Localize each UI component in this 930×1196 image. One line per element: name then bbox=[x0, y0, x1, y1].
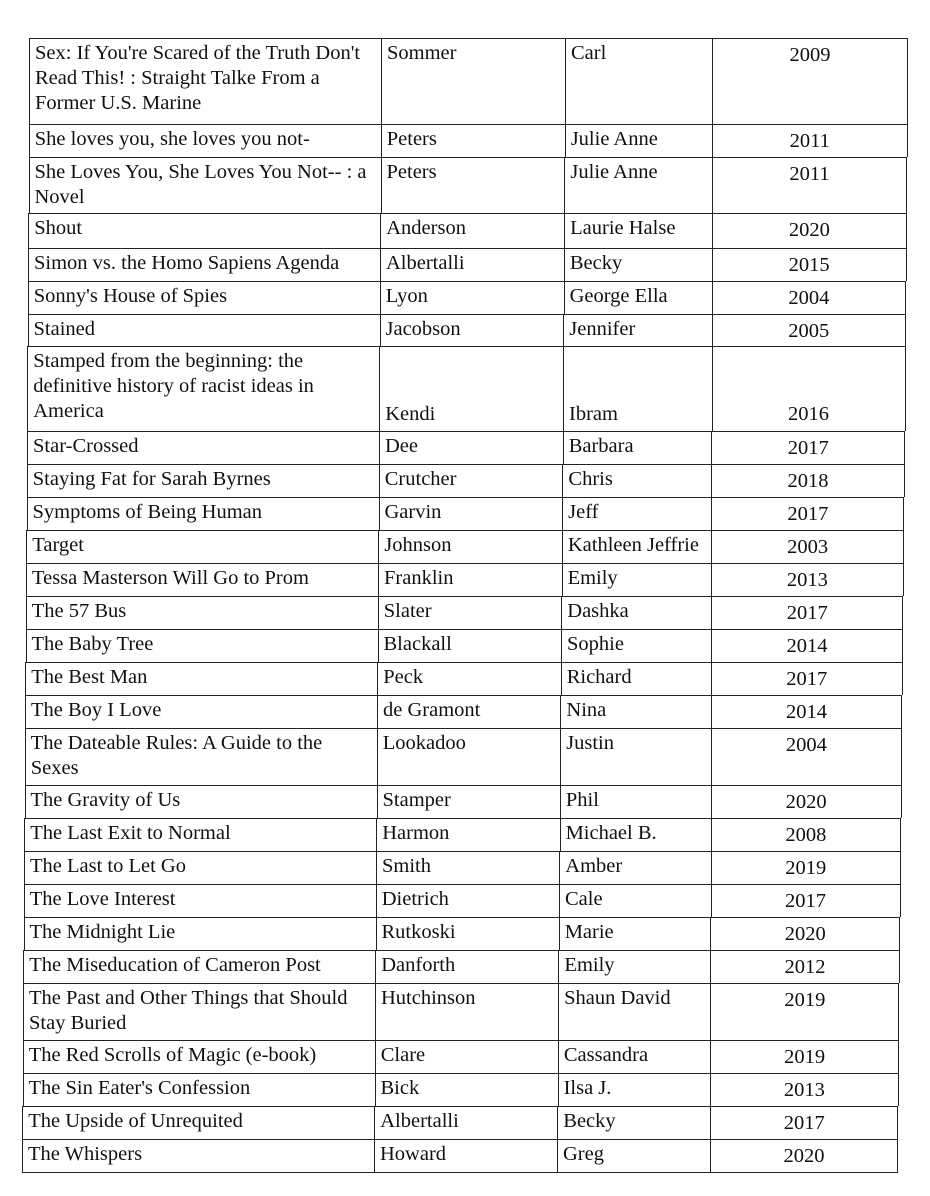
publication-year-cell: 2012 bbox=[710, 950, 899, 983]
author-first-name-cell: Laurie Halse bbox=[564, 213, 713, 248]
author-first-name-cell: Ibram bbox=[563, 346, 713, 431]
author-last-name-cell: Jacobson bbox=[380, 314, 565, 346]
author-last-name-cell: Anderson bbox=[380, 213, 565, 248]
table-row bbox=[23, 1040, 899, 1073]
table-row bbox=[23, 983, 899, 1040]
book-title-cell: Stained bbox=[28, 314, 382, 346]
author-last-name-cell: Smith bbox=[376, 851, 561, 884]
author-last-name-cell: Stamper bbox=[377, 785, 562, 818]
author-first-name-cell: Justin bbox=[560, 728, 712, 785]
author-first-name-cell: Carl bbox=[565, 38, 714, 124]
publication-year-cell: 2005 bbox=[712, 314, 906, 346]
publication-year-cell: 2014 bbox=[711, 695, 902, 728]
author-last-name-cell: Dietrich bbox=[376, 884, 561, 917]
book-title-cell: The Last to Let Go bbox=[24, 851, 378, 884]
table-row bbox=[24, 851, 901, 884]
table-row bbox=[28, 314, 906, 346]
book-title-cell: The Baby Tree bbox=[26, 629, 380, 662]
author-first-name-cell: Emily bbox=[558, 950, 711, 983]
table-row bbox=[27, 346, 905, 431]
publication-year-cell: 2014 bbox=[711, 629, 903, 662]
author-first-name-cell: Phil bbox=[560, 785, 712, 818]
book-title-cell: Target bbox=[26, 530, 380, 563]
publication-year-cell: 2017 bbox=[711, 662, 903, 695]
author-first-name-cell: Nina bbox=[560, 695, 712, 728]
author-first-name-cell: Shaun David bbox=[558, 983, 712, 1040]
book-title-cell: Sonny's House of Spies bbox=[28, 281, 382, 314]
table-row bbox=[26, 530, 904, 563]
table-row bbox=[23, 950, 900, 983]
book-title-cell: The Upside of Unrequited bbox=[22, 1106, 376, 1139]
book-title-cell: The Dateable Rules: A Guide to the Sexes bbox=[25, 728, 379, 785]
book-title-cell: The Red Scrolls of Magic (e-book) bbox=[23, 1040, 377, 1073]
author-last-name-cell: Franklin bbox=[378, 563, 563, 596]
author-last-name-cell: Slater bbox=[378, 596, 563, 629]
publication-year-cell: 2020 bbox=[712, 213, 907, 248]
publication-year-cell: 2020 bbox=[710, 917, 900, 950]
table-row bbox=[27, 464, 905, 497]
publication-year-cell: 2019 bbox=[710, 983, 899, 1040]
author-first-name-cell: Becky bbox=[557, 1106, 711, 1139]
publication-year-cell: 2013 bbox=[711, 563, 904, 596]
author-last-name-cell: Lookadoo bbox=[377, 728, 562, 785]
table-row bbox=[28, 248, 907, 281]
book-title-cell: Shout bbox=[28, 213, 382, 248]
table-row bbox=[24, 884, 901, 917]
book-title-cell: The Last Exit to Normal bbox=[24, 818, 378, 851]
book-title-cell: Star-Crossed bbox=[27, 431, 381, 464]
table-row bbox=[25, 785, 902, 818]
publication-year-cell: 2004 bbox=[712, 281, 907, 314]
author-first-name-cell: Becky bbox=[564, 248, 713, 281]
author-last-name-cell: Dee bbox=[379, 431, 564, 464]
book-title-cell: The Gravity of Us bbox=[25, 785, 379, 818]
book-title-cell: Staying Fat for Sarah Byrnes bbox=[27, 464, 381, 497]
book-title-cell: The Boy I Love bbox=[25, 695, 379, 728]
table-row bbox=[26, 563, 904, 596]
table-row bbox=[27, 497, 905, 530]
author-first-name-cell: Jeff bbox=[562, 497, 713, 530]
publication-year-cell: 2017 bbox=[711, 497, 904, 530]
publication-year-cell: 2015 bbox=[712, 248, 907, 281]
publication-year-cell: 2016 bbox=[712, 346, 906, 431]
author-last-name-cell: de Gramont bbox=[377, 695, 562, 728]
author-last-name-cell: Danforth bbox=[375, 950, 560, 983]
publication-year-cell: 2004 bbox=[711, 728, 902, 785]
table-row bbox=[29, 157, 908, 213]
author-last-name-cell: Harmon bbox=[376, 818, 561, 851]
author-first-name-cell: Cale bbox=[559, 884, 712, 917]
table-row bbox=[28, 213, 907, 248]
author-last-name-cell: Peters bbox=[381, 124, 566, 157]
table-row bbox=[26, 596, 904, 629]
author-last-name-cell: Howard bbox=[374, 1139, 559, 1173]
author-first-name-cell: Amber bbox=[559, 851, 712, 884]
author-first-name-cell: Julie Anne bbox=[564, 157, 713, 213]
publication-year-cell: 2017 bbox=[711, 596, 903, 629]
author-first-name-cell: Sophie bbox=[561, 629, 713, 662]
table-row bbox=[24, 818, 901, 851]
book-title-cell: The 57 Bus bbox=[26, 596, 380, 629]
book-title-cell: The Whispers bbox=[22, 1139, 376, 1173]
table-row bbox=[22, 1106, 898, 1139]
author-last-name-cell: Blackall bbox=[378, 629, 563, 662]
author-first-name-cell: Ilsa J. bbox=[558, 1073, 712, 1106]
author-first-name-cell: Barbara bbox=[563, 431, 713, 464]
table-row bbox=[25, 662, 902, 695]
publication-year-cell: 2017 bbox=[711, 884, 901, 917]
book-title-cell: Sex: If You're Scared of the Truth Don't Read This! : Straight Talke From a Former U.S. Marine bbox=[29, 38, 383, 124]
author-last-name-cell: Peck bbox=[377, 662, 562, 695]
author-first-name-cell: Marie bbox=[559, 917, 712, 950]
publication-year-cell: 2009 bbox=[712, 38, 908, 124]
book-title-cell: The Love Interest bbox=[24, 884, 378, 917]
book-title-cell: Tessa Masterson Will Go to Prom bbox=[26, 563, 380, 596]
book-title-cell: The Midnight Lie bbox=[24, 917, 378, 950]
book-title-cell: Stamped from the beginning: the definitive history of racist ideas in America bbox=[27, 346, 381, 431]
publication-year-cell: 2003 bbox=[711, 530, 904, 563]
author-last-name-cell: Peters bbox=[381, 157, 566, 213]
book-title-cell: The Past and Other Things that Should Stay Buried bbox=[23, 983, 377, 1040]
publication-year-cell: 2020 bbox=[710, 1139, 898, 1173]
author-first-name-cell: Richard bbox=[561, 662, 713, 695]
author-first-name-cell: Julie Anne bbox=[565, 124, 714, 157]
table-row bbox=[29, 124, 908, 157]
author-last-name-cell: Crutcher bbox=[379, 464, 564, 497]
book-title-cell: Simon vs. the Homo Sapiens Agenda bbox=[28, 248, 382, 281]
publication-year-cell: 2018 bbox=[711, 464, 904, 497]
book-title-cell: She loves you, she loves you not- bbox=[29, 124, 383, 157]
author-first-name-cell: Dashka bbox=[561, 596, 712, 629]
table-row bbox=[29, 38, 908, 124]
publication-year-cell: 2017 bbox=[711, 431, 905, 464]
author-last-name-cell: Clare bbox=[375, 1040, 560, 1073]
author-last-name-cell: Albertalli bbox=[374, 1106, 559, 1139]
author-first-name-cell: Jennifer bbox=[563, 314, 713, 346]
author-last-name-cell: Bick bbox=[375, 1073, 560, 1106]
table-row bbox=[25, 695, 902, 728]
publication-year-cell: 2013 bbox=[710, 1073, 899, 1106]
publication-year-cell: 2011 bbox=[712, 157, 907, 213]
book-title-cell: She Loves You, She Loves You Not-- : a Novel bbox=[29, 157, 383, 213]
table-row bbox=[24, 917, 901, 950]
author-first-name-cell: Cassandra bbox=[558, 1040, 712, 1073]
author-first-name-cell: Emily bbox=[562, 563, 713, 596]
author-last-name-cell: Garvin bbox=[379, 497, 564, 530]
publication-year-cell: 2017 bbox=[710, 1106, 898, 1139]
book-title-cell: Symptoms of Being Human bbox=[27, 497, 381, 530]
author-last-name-cell: Rutkoski bbox=[376, 917, 561, 950]
author-last-name-cell: Albertalli bbox=[380, 248, 565, 281]
author-last-name-cell: Lyon bbox=[380, 281, 565, 314]
table-row bbox=[28, 281, 906, 314]
publication-year-cell: 2020 bbox=[711, 785, 902, 818]
author-first-name-cell: George Ella bbox=[564, 281, 714, 314]
table-row bbox=[27, 431, 905, 464]
author-last-name-cell: Kendi bbox=[379, 346, 564, 431]
author-first-name-cell: Greg bbox=[557, 1139, 712, 1173]
author-last-name-cell: Sommer bbox=[381, 38, 567, 124]
book-title-cell: The Sin Eater's Confession bbox=[23, 1073, 377, 1106]
table-row bbox=[25, 728, 902, 785]
author-last-name-cell: Johnson bbox=[378, 530, 563, 563]
author-first-name-cell: Chris bbox=[562, 464, 712, 497]
publication-year-cell: 2019 bbox=[711, 851, 901, 884]
book-title-cell: The Best Man bbox=[25, 662, 379, 695]
publication-year-cell: 2008 bbox=[711, 818, 902, 851]
author-first-name-cell: Michael B. bbox=[560, 818, 713, 851]
table-row bbox=[22, 1139, 898, 1173]
table-row bbox=[23, 1073, 899, 1106]
table-row bbox=[26, 629, 904, 662]
publication-year-cell: 2011 bbox=[712, 124, 908, 157]
author-last-name-cell: Hutchinson bbox=[375, 983, 560, 1040]
author-first-name-cell: Kathleen Jeffrie bbox=[562, 530, 713, 563]
publication-year-cell: 2019 bbox=[710, 1040, 899, 1073]
book-title-cell: The Miseducation of Cameron Post bbox=[23, 950, 377, 983]
